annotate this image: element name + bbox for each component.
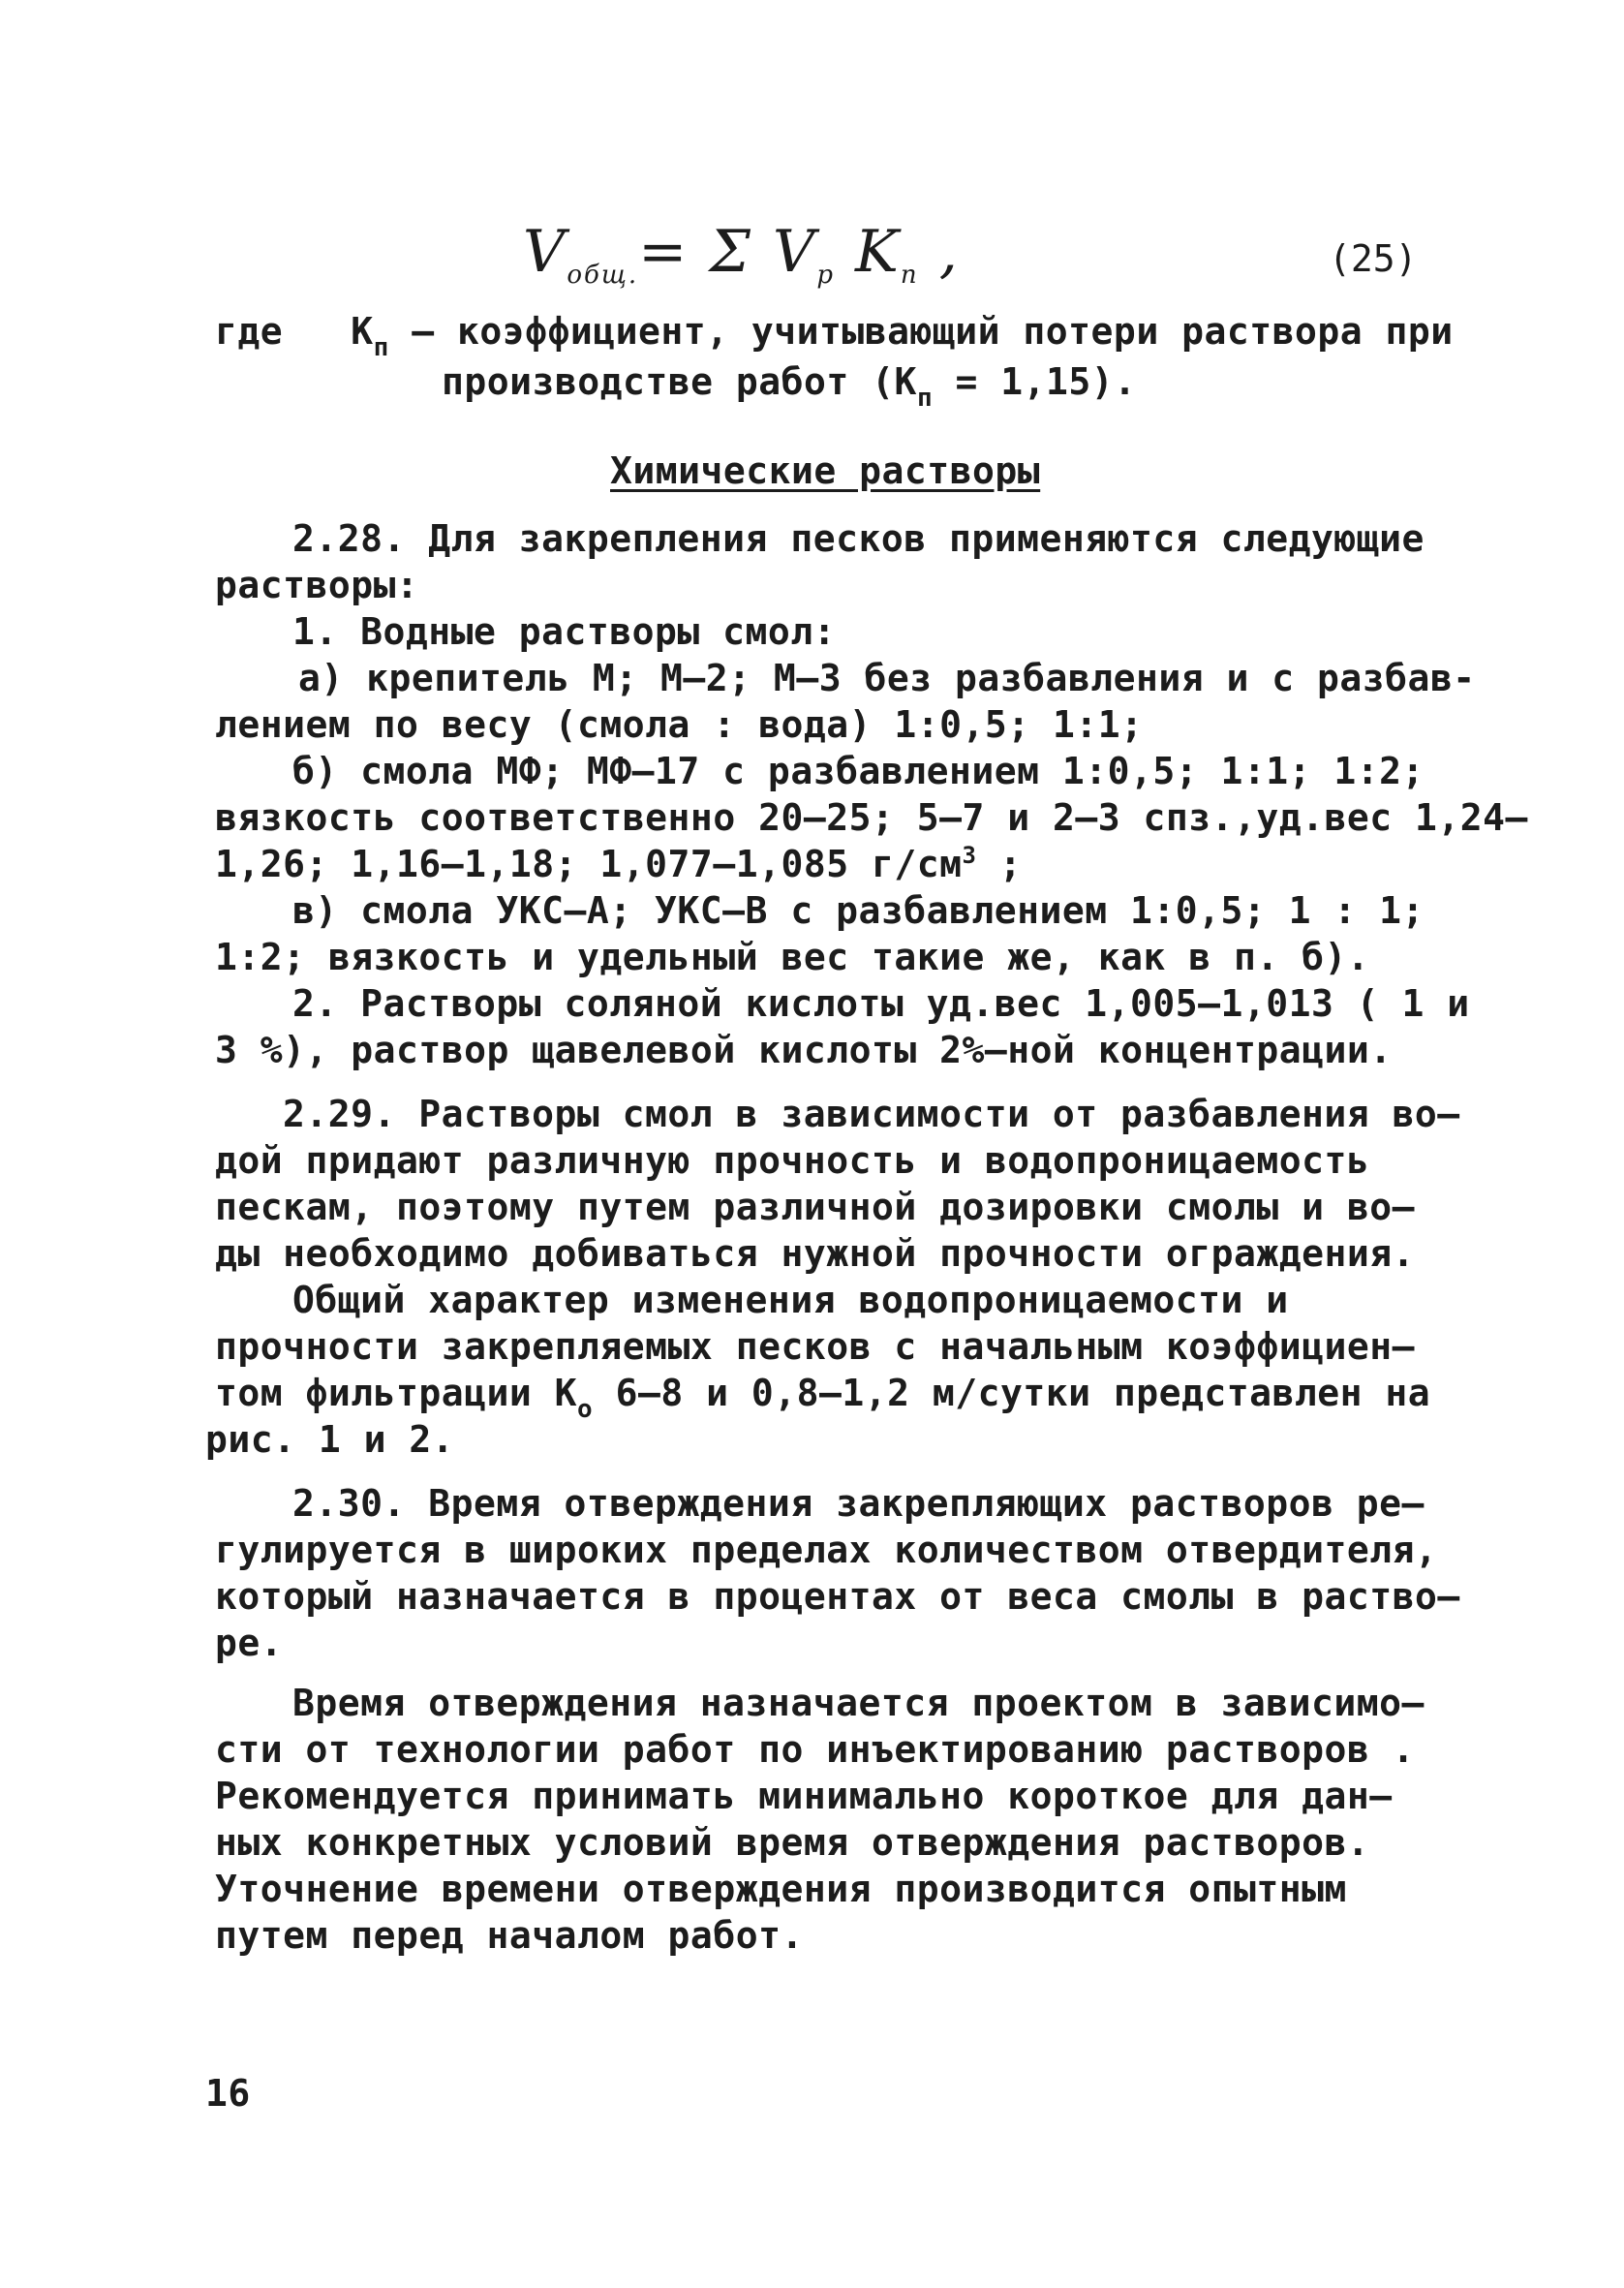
section-heading: Химические растворы	[610, 449, 1041, 492]
paragraph-line: гулируется в широких пределах количеством отвердителя,	[215, 1529, 1438, 1571]
paragraph-line: вязкость соответственно 20–25; 5–7 и 2–3 спз.,уд.вес 1,24–	[215, 796, 1528, 839]
paragraph-line: растворы:	[215, 564, 419, 606]
paragraph-line	[215, 841, 1022, 892]
paragraph-line: в) смола УКС–А; УКС–В с разбавлением 1:0,5; 1 : 1;	[292, 889, 1425, 932]
paragraph-line: рис. 1 и 2.	[205, 1418, 455, 1461]
where-symbol-subscript: п	[373, 333, 389, 362]
filtration-text: том фильтрации K	[215, 1372, 578, 1414]
page-number: 16	[205, 2072, 251, 2115]
paragraph-line: ре.	[215, 1622, 284, 1664]
paragraph-line: Рекомендуется принимать минимально короткое для дан–	[215, 1775, 1393, 1817]
where-line2-value: = 1,15).	[933, 360, 1137, 403]
where-word: где	[215, 310, 284, 353]
paragraph-line	[215, 1370, 1431, 1424]
formula-rhs: = Σ V	[638, 218, 817, 286]
paragraph-line: 3 %), раствор щавелевой кислоты 2%–ной концентрации.	[215, 1029, 1393, 1071]
paragraph-line: прочности закрепляемых песков с начальным коэффициен–	[215, 1325, 1416, 1368]
paragraph-line: 2.30. Время отверждения закрепляющих растворов ре–	[292, 1482, 1425, 1525]
where-line-2	[442, 358, 1137, 413]
paragraph-line: Общий характер изменения водопроницаемости и	[292, 1279, 1289, 1321]
paragraph-line: путем перед началом работ.	[215, 1914, 804, 1957]
paragraph-line: сти от технологии работ по инъектированию растворов .	[215, 1728, 1416, 1771]
paragraph-line: а) крепитель М; М–2; М–3 без разбавления и с разбав-	[298, 657, 1476, 699]
paragraph-line: ды необходимо добиваться нужной прочности ограждения.	[215, 1232, 1416, 1275]
formula-25	[523, 218, 960, 290]
formula-lhs: V	[523, 218, 567, 286]
density-text: 1,26; 1,16–1,18; 1,077–1,085 г/см	[215, 843, 963, 885]
formula-coefficient-subscript: п	[900, 261, 919, 290]
formula-coefficient: K	[834, 218, 901, 286]
paragraph-line: ных конкретных условий время отверждения растворов.	[215, 1821, 1370, 1864]
paragraph-line: пескам, поэтому путем различной дозировки смолы и во–	[215, 1186, 1416, 1228]
paragraph-line: 2.28. Для закрепления песков применяются следующие	[292, 517, 1425, 560]
where-line2-subscript: п	[916, 384, 934, 413]
paragraph-line: лением по весу (смола : вода) 1:0,5; 1:1;	[215, 703, 1144, 746]
paragraph-line: 2.29. Растворы смол в зависимости от разбавления во–	[283, 1093, 1460, 1135]
paragraph-line: Время отверждения назначается проектом в зависимо–	[292, 1682, 1425, 1724]
where-definition: – коэффициент, учитывающий потери раствора при	[412, 310, 1454, 353]
equation-number: (25)	[1329, 237, 1418, 280]
subscript: о	[577, 1395, 594, 1424]
filtration-tail: 6–8 и 0,8–1,2 м/сутки представлен на	[593, 1372, 1431, 1414]
formula-lhs-subscript: общ.	[567, 261, 639, 290]
where-line-1	[215, 308, 1454, 362]
formula-tail: ,	[918, 218, 960, 286]
paragraph-line: 1. Водные растворы смол:	[292, 610, 837, 653]
paragraph-line: дой придают различную прочность и водопроницаемость	[215, 1139, 1370, 1182]
paragraph-line: Уточнение времени отверждения производится опытным	[215, 1868, 1347, 1910]
paragraph-line: 1:2; вязкость и удельный вес такие же, как в п. б).	[215, 936, 1370, 978]
paragraph-line: б) смола МФ; МФ–17 с разбавлением 1:0,5; 1:1; 1:2;	[292, 750, 1425, 792]
where-line2-text: производстве работ (K	[442, 360, 917, 403]
formula-rhs-subscript: р	[816, 261, 835, 290]
superscript: 3	[962, 842, 977, 869]
density-tail: ;	[976, 843, 1023, 885]
paragraph-line: который назначается в процентах от веса смолы в раство–	[215, 1575, 1460, 1618]
paragraph-line: 2. Растворы соляной кислоты уд.вес 1,005–1,013 ( 1 и	[292, 982, 1470, 1025]
where-symbol: K	[351, 310, 374, 353]
